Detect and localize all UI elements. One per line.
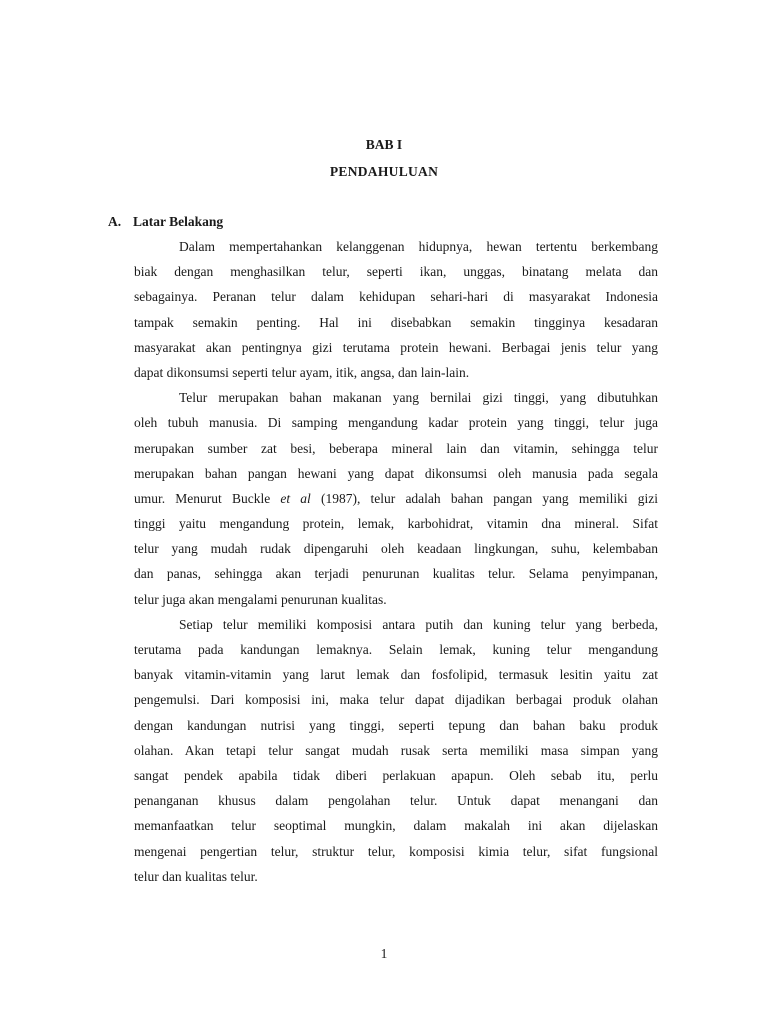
text-line: pengemulsi. Dari komposisi ini, maka telur dapat dijadikan berbagai produk olahan (134, 692, 658, 708)
text-line: penanganan khusus dalam pengolahan telur. Untuk dapat menangani dan (134, 793, 658, 809)
text-line: Setiap telur memiliki komposisi antara putih dan kuning telur yang berbeda, (179, 616, 658, 632)
text-line: masyarakat akan pentingnya gizi terutama protein hewani. Berbagai jenis telur yang (134, 339, 658, 355)
chapter-number: BAB I (365, 137, 403, 152)
text-line: banyak vitamin-vitamin yang larut lemak dan fosfolipid, termasuk lesitin yaitu zat (134, 667, 658, 683)
text-line: olahan. Akan tetapi telur sangat mudah rusak serta memiliki masa simpan yang (134, 742, 658, 758)
section-letter: A. (108, 214, 122, 229)
page-number: 1 (380, 946, 388, 961)
section-title: Latar Belakang (133, 214, 224, 229)
paragraph-3 (134, 612, 658, 889)
text-line: dapat dikonsumsi seperti telur ayam, itik, angsa, dan lain-lain. (134, 364, 470, 380)
chapter-title: PENDAHULUAN (329, 164, 439, 179)
text-line: telur yang mudah rudak dipengaruhi oleh keadaan lingkungan, suhu, kelembaban (134, 541, 658, 557)
text-line: telur juga akan mengalami penurunan kualitas. (134, 591, 387, 607)
text-line: dan panas, sehingga akan terjadi penurunan kualitas telur. Selama penyimpanan, (134, 566, 658, 582)
text-line: Telur merupakan bahan makanan yang bernilai gizi tinggi, yang dibutuhkan (179, 390, 658, 406)
text-line: biak dengan menghasilkan telur, seperti ikan, unggas, binatang melata dan (134, 264, 658, 280)
text-line: oleh tubuh manusia. Di samping mengandung kadar protein yang tinggi, telur juga (134, 415, 658, 431)
paragraph-1 (134, 234, 658, 385)
section-heading (108, 214, 223, 230)
text-line: merupakan sumber zat besi, beberapa mineral lain dan vitamin, sehingga telur (134, 440, 658, 456)
citation-text-before: umur. Menurut Buckle (134, 490, 281, 506)
text-line: terutama pada kandungan lemaknya. Selain lemak, kuning telur mengandung (134, 642, 658, 657)
text-line: Dalam mempertahankan kelanggenan hidupnya, hewan tertentu berkembang (179, 239, 658, 254)
text-line: sangat pendek apabila tidak diberi perlakuan apapun. Oleh sebab itu, perlu (134, 767, 658, 783)
citation-text-after: (1987), telur adalah bahan pangan yang memiliki gizi (310, 490, 658, 506)
text-line: tampak semakin penting. Hal ini disebabkan semakin tingginya kesadaran (134, 314, 658, 330)
document-body (134, 234, 658, 889)
text-line-citation (134, 486, 658, 511)
text-line: tinggi yaitu mengandung protein, lemak, karbohidrat, vitamin dna mineral. Sifat (134, 516, 658, 532)
text-line: merupakan bahan pangan hewani yang dapat dikonsumsi oleh manusia pada segala (134, 465, 658, 481)
citation-italic: et al (280, 490, 311, 506)
text-line: mengenai pengertian telur, struktur telur, komposisi kimia telur, sifat fungsional (134, 843, 658, 859)
text-line: dengan kandungan nutrisi yang tinggi, seperti tepung dan bahan baku produk (134, 717, 658, 733)
text-line: telur dan kualitas telur. (134, 868, 258, 884)
text-line: memanfaatkan telur seoptimal mungkin, dalam makalah ini akan dijelaskan (134, 818, 658, 834)
paragraph-2 (134, 385, 658, 612)
text-line: sebagainya. Peranan telur dalam kehidupan sehari-hari di masyarakat Indonesia (134, 289, 658, 305)
